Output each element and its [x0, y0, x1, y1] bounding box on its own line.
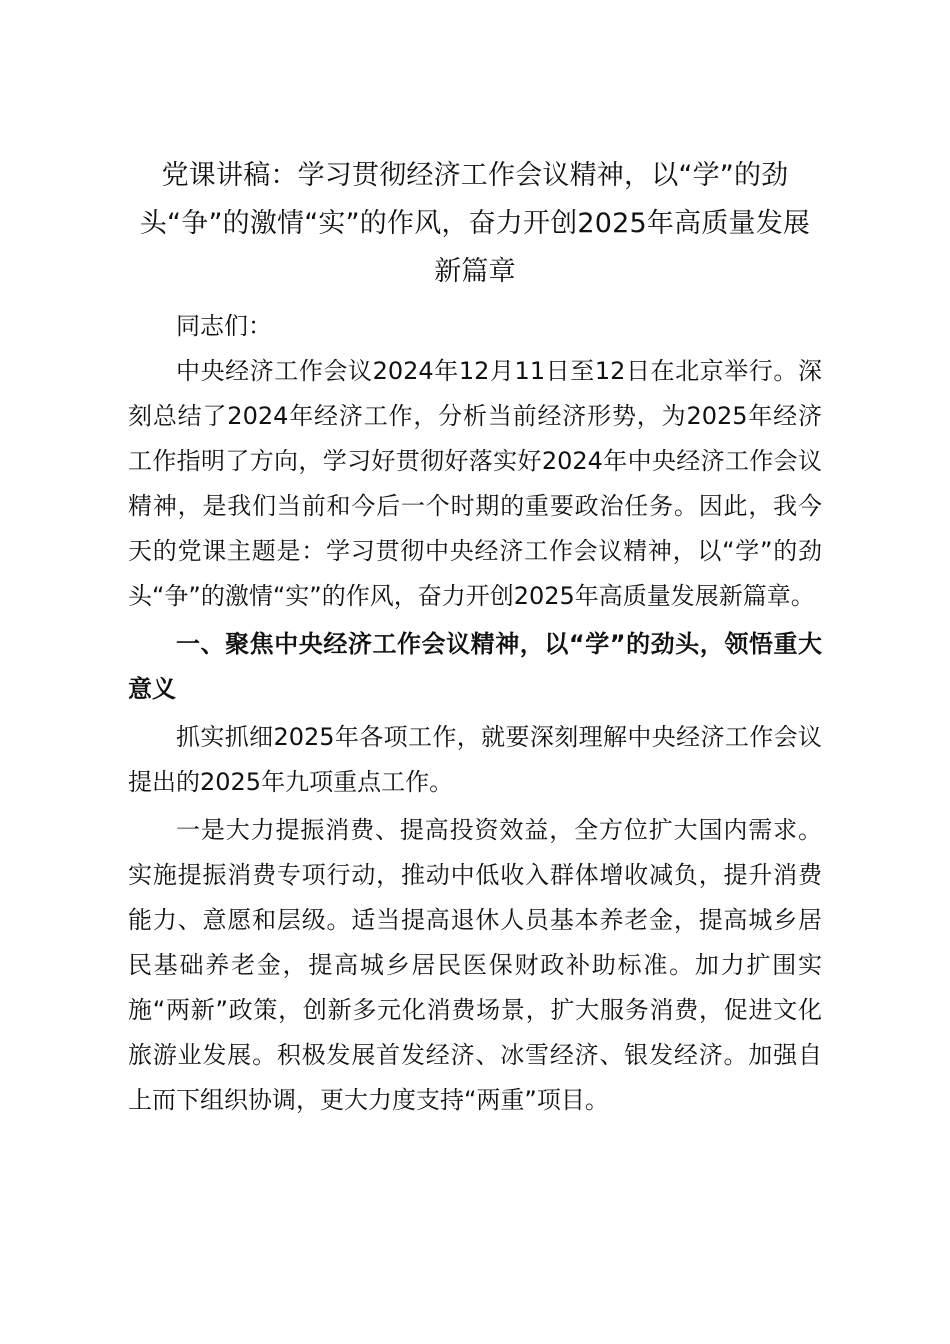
document-page [128, 152, 822, 1123]
document-title: 党课讲稿：学习贯彻经济工作会议精神，以“学”的劲头“争”的激情“实”的作风，奋力开创2025年高质量发展新篇章 [139, 160, 811, 287]
section-heading-1: 一、聚焦中央经济工作会议精神，以“学”的劲头，领悟重大意义 [128, 630, 822, 703]
paragraph-task-one: 一是大力提振消费、提高投资效益，全方位扩大国内需求。实施提振消费专项行动，推动中低收入群体增收减负，提升消费能力、意愿和层级。适当提高退休人员基本养老金，提高城乡居民基础养老金，提高城乡居民医保财政补助标准。加力扩围实施“两新”政策，创新多元化消费场景，扩大服务消费，促进文化旅游业发展。积极发展首发经济、冰雪经济、银发经济。加强自上而下组织协调，更大力度支持“两重”项目。 [128, 816, 822, 1114]
paragraph-key-tasks: 抓实抓细2025年各项工作，就要深刻理解中央经济工作会议提出的2025年九项重点工作。 [128, 723, 822, 796]
paragraph-intro: 中央经济工作会议2024年12月11日至12日在北京举行。深刻总结了2024年经济工作，分析当前经济形势，为2025年经济工作指明了方向，学习好贯彻好落实好2024年中央经济工作会议精神，是我们当前和今后一个时期的重要政治任务。因此，我今天的党课主题是：学习贯彻中央经济工作会议精神，以“学”的劲头“争”的激情“实”的作风，奋力开创2025年高质量发展新篇章。 [128, 357, 822, 610]
greeting: 同志们： [176, 312, 272, 340]
